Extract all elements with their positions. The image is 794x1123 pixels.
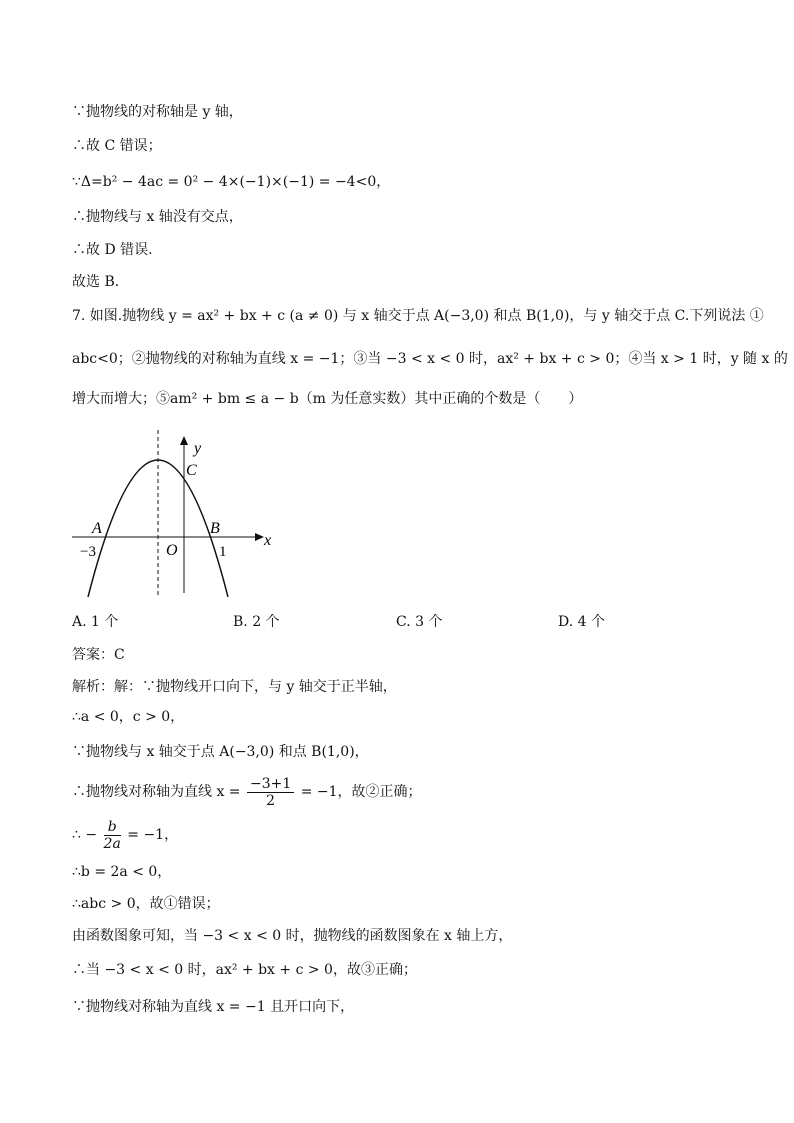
analysis-line xyxy=(72,772,422,812)
option-a: A. 1 个 xyxy=(72,614,119,630)
fraction xyxy=(247,776,294,809)
fraction-numerator: b xyxy=(104,819,121,836)
label-A: A xyxy=(92,520,102,537)
math-expression: b² − 4ac = 0² − 4×(−1)×(−1) = −4<0， xyxy=(102,174,391,190)
label-C: C xyxy=(186,462,197,479)
fraction xyxy=(104,819,121,852)
option-d: D. 4 个 xyxy=(558,614,605,630)
tick-1: 1 xyxy=(219,544,227,560)
analysis-line: ∴b = 2a < 0， xyxy=(72,864,172,880)
label-x: x xyxy=(264,532,272,549)
text-prefix: ∴ − xyxy=(72,827,98,843)
fraction-numerator: −3+1 xyxy=(247,776,294,793)
text-suffix: = −1， xyxy=(127,827,179,843)
parabola-graph xyxy=(60,425,280,605)
text-line xyxy=(72,172,390,192)
text-line: ∵抛物线的对称轴是 y 轴， xyxy=(72,104,243,120)
analysis-line: ∵抛物线对称轴为直线 x = −1 且开口向下， xyxy=(72,999,355,1015)
text-line: 故选 B． xyxy=(72,274,129,290)
analysis-line xyxy=(72,815,178,855)
text-prefix: ∴抛物线对称轴为直线 x = xyxy=(72,784,241,800)
fraction-denominator: 2 xyxy=(266,792,276,809)
analysis-line: ∵抛物线与 x 轴交于点 A(−3,0) 和点 B(1,0)， xyxy=(72,744,369,760)
question-line: 7. 如图.抛物线 y = ax² + bx + c (a ≠ 0) 与 x 轴交于点 A(−3,0) 和点 B(1,0)，与 y 轴交于点 C.下列说法 ① xyxy=(72,308,764,324)
label-B: B xyxy=(210,520,220,537)
fraction-denominator: 2a xyxy=(103,835,121,852)
analysis-line: ∴a < 0，c > 0， xyxy=(72,709,185,725)
y-axis-arrow xyxy=(180,436,188,445)
analysis-line: 解析：解：∵抛物线开口向下，与 y 轴交于正半轴， xyxy=(72,679,397,695)
tick-neg3: −3 xyxy=(80,544,96,560)
text-line: ∴故 D 错误. xyxy=(72,242,153,258)
label-O: O xyxy=(166,542,178,559)
option-c: C. 3 个 xyxy=(396,614,443,630)
answer-line: 答案：C xyxy=(72,647,125,663)
option-b: B. 2 个 xyxy=(233,614,280,630)
analysis-line: ∴当 −3 < x < 0 时，ax² + bx + c > 0，故③正确； xyxy=(72,962,417,978)
analysis-line: ∴abc > 0，故①错误； xyxy=(72,896,220,912)
text-line: ∴故 C 错误； xyxy=(72,138,162,154)
label-y: y xyxy=(194,440,202,457)
text-suffix: = −1，故②正确； xyxy=(300,784,422,800)
question-line: abc<0；②抛物线的对称轴为直线 x = −1；③当 −3 < x < 0 时，ax² + bx + c > 0；④当 x > 1 时，y 随 x 的 xyxy=(72,351,788,367)
text-prefix: ∵Δ= xyxy=(72,174,103,190)
question-line: 增大而增大；⑤am² + bm ≤ a − b（m 为任意实数）其中正确的个数是（ ） xyxy=(72,391,583,407)
analysis-line: 由函数图象可知，当 −3 < x < 0 时，抛物线的函数图象在 x 轴上方， xyxy=(72,928,513,944)
x-axis-arrow xyxy=(255,533,264,541)
text-line: ∴抛物线与 x 轴没有交点， xyxy=(72,209,243,225)
